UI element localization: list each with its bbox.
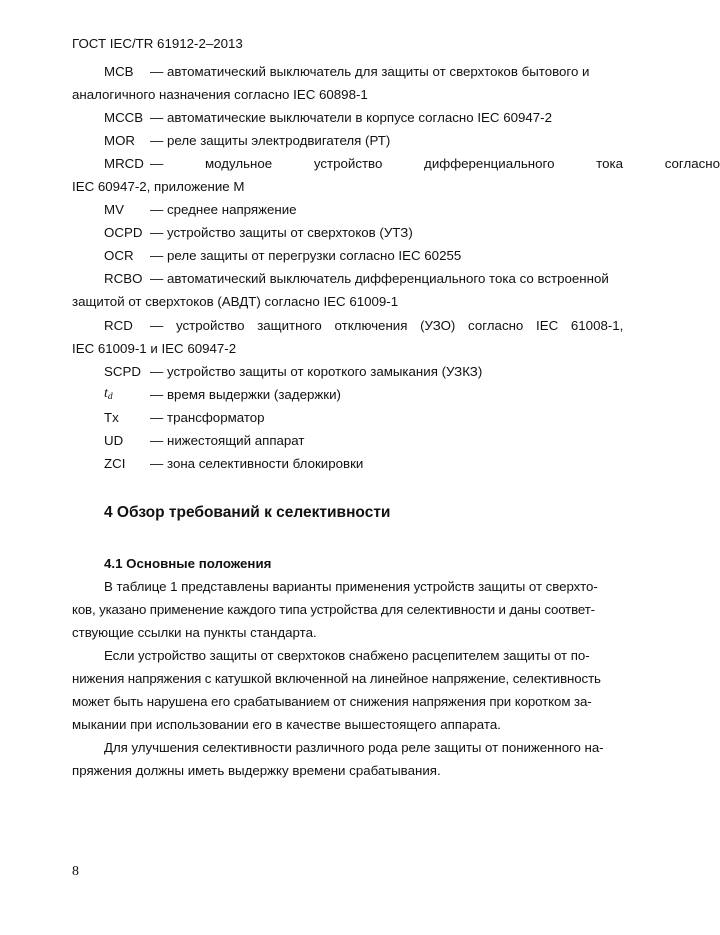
abbr-ocr: OCR	[104, 248, 134, 263]
abbr-rcd: RCD	[104, 318, 133, 333]
abbr-mor-definition: — реле защиты электродвигателя (РТ)	[150, 133, 391, 148]
abbr-tx: Tx	[104, 410, 119, 425]
abbr-zci-definition: — зона селективности блокировки	[150, 456, 364, 471]
abbr-scpd: SCPD	[104, 364, 141, 379]
abbr-mv: MV	[104, 202, 124, 217]
abbr-mor: MOR	[104, 133, 136, 148]
abbr-scpd-definition: — устройство защиты от короткого замыкания (УЗКЗ)	[150, 364, 483, 379]
definition-line: аналогичного назначения согласно IEC 60898-1	[72, 87, 368, 102]
section-heading: 4 Обзор требований к селективности	[104, 504, 391, 521]
definition-line: IEC 61009-1 и IEC 60947-2	[72, 341, 237, 356]
definition-line: — автоматический выключатель для защиты от сверхтоков бытового и	[150, 64, 590, 79]
abbr-ocpd-definition: — устройство защиты от сверхтоков (УТЗ)	[150, 225, 413, 240]
abbr-mccb-definition: — автоматические выключатели в корпусе согласно IEC 60947-2	[150, 110, 552, 125]
abbr-ocr-definition: — реле защиты от перегрузки согласно IEC 60255	[150, 248, 462, 263]
definition-line: IEC 60947-2, приложение М	[72, 179, 245, 194]
paragraph-line: Если устройство защиты от сверхтоков снабжено расцепителем защиты от по-	[104, 648, 590, 663]
paragraph-line: мыкании при использовании его в качестве вышестоящего аппарата.	[72, 717, 501, 732]
abbr-td-definition: — время выдержки (задержки)	[150, 387, 341, 402]
abbr-td-subscript: d	[107, 392, 113, 402]
abbr-mccb: MCCB	[104, 110, 144, 125]
paragraph-line: ков, указано применение каждого типа устройства для селективности и даны соответ-	[72, 602, 595, 617]
abbr-ocpd: OCPD	[104, 225, 143, 240]
subsection-heading: 4.1 Основные положения	[104, 556, 272, 571]
paragraph-line: В таблице 1 представлены варианты применения устройств защиты от сверхто-	[104, 579, 598, 594]
abbr-ud: UD	[104, 433, 124, 448]
abbr-rcd-definition: — устройство защитного отключения (УЗО) согласно IEC 61008-1,	[150, 318, 624, 333]
abbr-mrcd: MRCD	[104, 156, 144, 171]
page-number: 8	[72, 864, 79, 879]
paragraph-line: может быть нарушена его срабатыванием от снижения напряжения при коротком за-	[72, 694, 592, 709]
abbr-zci: ZCI	[104, 456, 126, 471]
abbr-rcbo-definition: — автоматический выключатель дифференциального тока со встроенной	[150, 271, 609, 286]
paragraph-line: нижения напряжения с катушкой включенной на линейное напряжение, селективность	[72, 671, 601, 686]
paragraph-line: Для улучшения селективности различного рода реле защиты от пониженного на-	[104, 740, 604, 755]
abbr-td	[104, 386, 113, 402]
abbr-ud-definition: — нижестоящий аппарат	[150, 433, 305, 448]
abbr-rcbo: RCBO	[104, 271, 143, 286]
abbr-tx-definition: — трансформатор	[150, 410, 265, 425]
paragraph-line: пряжения должны иметь выдержку времени срабатывания.	[72, 763, 441, 778]
abbr-mv-definition: — среднее напряжение	[150, 202, 297, 217]
abbr-td-base: t	[104, 386, 108, 401]
paragraph-line: ствующие ссылки на пункты стандарта.	[72, 625, 317, 640]
document-header: ГОСТ IEC/TR 61912-2–2013	[72, 36, 243, 51]
abbr-mcb: MCB	[104, 64, 134, 79]
abbr-mrcd-definition: — модульное устройство дифференциального тока согласно	[150, 156, 720, 171]
definition-line: защитой от сверхтоков (АВДТ) согласно IEC 61009-1	[72, 294, 399, 309]
